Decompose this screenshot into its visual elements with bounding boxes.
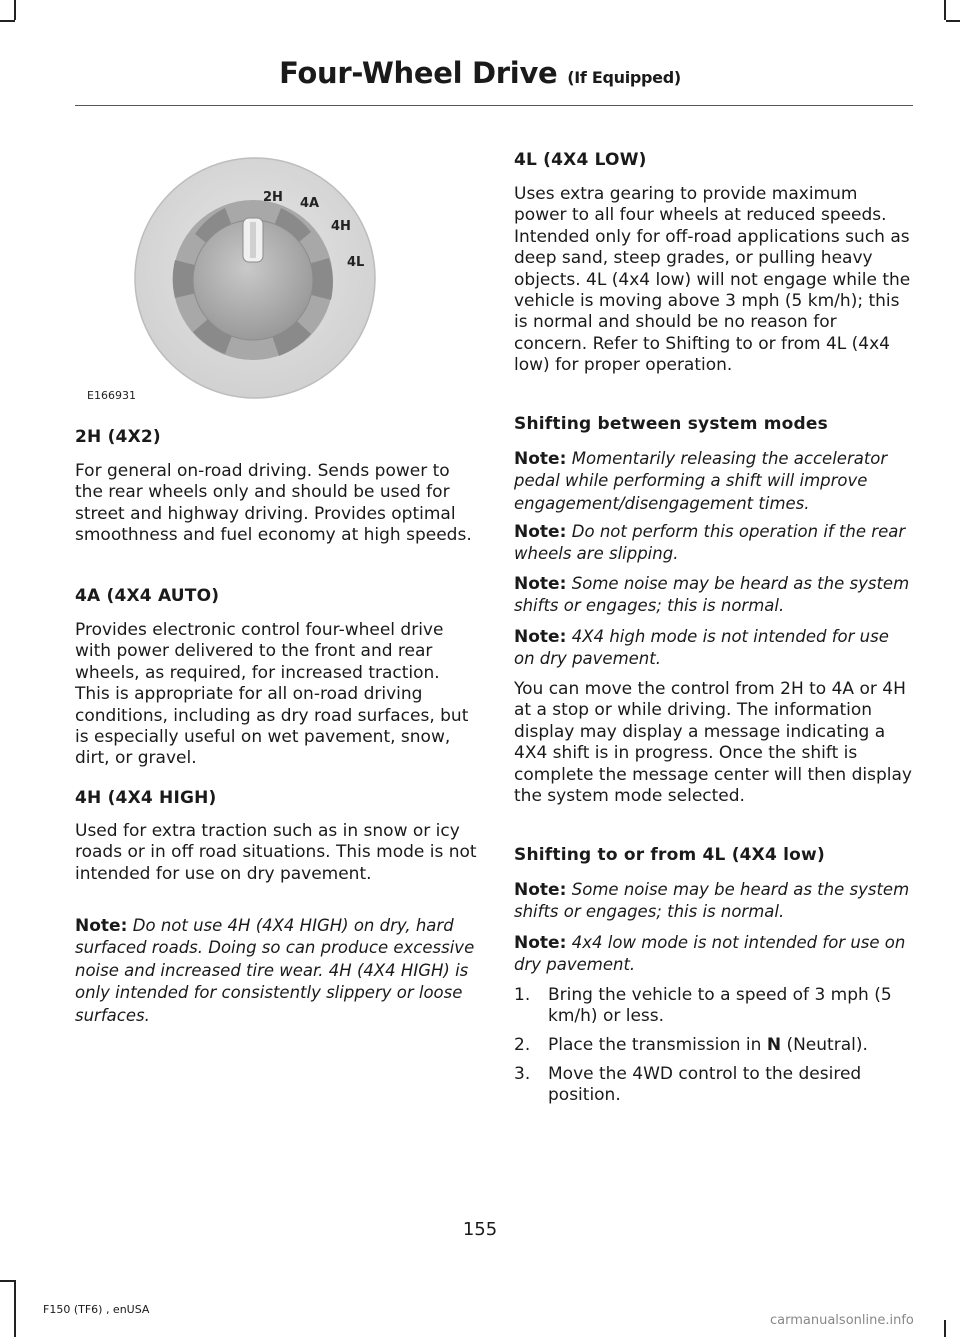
step-text: Move the 4WD control to the desired position. bbox=[548, 1064, 862, 1106]
label-4a: 4A bbox=[300, 196, 320, 211]
crop-mark bbox=[944, 1320, 946, 1337]
step-text: Bring the vehicle to a speed of 3 mph (5 km/h) or less. bbox=[548, 985, 892, 1027]
note-text: Do not perform this operation if the rear wheels are slipping. bbox=[514, 522, 906, 564]
text-2h: For general on-road driving. Sends power to the rear wheels only and should be used for street and highway driving. Provides optimal smoothness and fuel economy at high speeds. bbox=[75, 461, 472, 546]
note-4h bbox=[75, 915, 477, 1027]
note-text: Some noise may be heard as the system shifts or engages; this is normal. bbox=[514, 880, 910, 922]
crop-mark bbox=[944, 0, 946, 20]
heading-2h: 2H (4X2) bbox=[75, 427, 161, 447]
text-move-control: You can move the control from 2H to 4A or 4H at a stop or while driving. The information display may display a message indicating a 4X4 shift is in progress. Once the shift is complete the message center will then display the system mode selected. bbox=[514, 679, 912, 807]
note-label: Note: bbox=[514, 880, 567, 900]
heading-4l: 4L (4X4 LOW) bbox=[514, 150, 647, 170]
step-text-pre: Place the transmission in bbox=[548, 1035, 767, 1055]
crop-mark bbox=[14, 0, 16, 20]
4wd-control-figure bbox=[75, 148, 475, 406]
label-4l: 4L bbox=[347, 255, 365, 270]
note-text: Do not use 4H (4X4 HIGH) on dry, hard surfaced roads. Doing so can produce excessive noise and increased tire wear. 4H (4X4 HIGH) is only intended for consistently slippery or loose surfaces. bbox=[75, 916, 475, 1025]
crop-mark bbox=[946, 20, 960, 22]
text-4a: Provides electronic control four-wheel drive with power delivered to the front and rear wheels, as required, for increased traction. This is appropriate for all on-road driving conditions, including as dry road surfaces, but is especially useful on wet pavement, snow, dirt, or gravel. bbox=[75, 620, 469, 769]
note-label: Note: bbox=[514, 933, 567, 953]
crop-mark bbox=[0, 1280, 15, 1282]
note-text: 4x4 low mode is not intended for use on dry pavement. bbox=[514, 933, 906, 975]
page-number: 155 bbox=[462, 1219, 498, 1240]
step-number: 2. bbox=[514, 1035, 531, 1055]
note-label: Note: bbox=[75, 916, 128, 936]
page-header bbox=[0, 56, 960, 90]
text-4l: Uses extra gearing to provide maximum power to all four wheels at reduced speeds. Intended only for off-road applications such as deep sand, steep grades, or pulling heavy objects. 4L (4x4 low) will not engage while the vehicle is moving above 3 mph (5 km/h); this is normal and should be no reason for concern. Refer to Shifting to or from 4L (4x4 low) for proper operation. bbox=[514, 184, 911, 376]
note-6 bbox=[514, 932, 912, 977]
watermark: carmanualsonline.info bbox=[770, 1313, 914, 1328]
header-subtitle: (If Equipped) bbox=[567, 68, 681, 87]
step-number: 3. bbox=[514, 1064, 531, 1084]
note-label: Note: bbox=[514, 522, 567, 542]
note-3 bbox=[514, 573, 912, 618]
header-divider bbox=[75, 105, 913, 106]
note-1 bbox=[514, 448, 912, 515]
header-title: Four-Wheel Drive bbox=[279, 56, 558, 90]
heading-4h: 4H (4X4 HIGH) bbox=[75, 788, 217, 808]
text-4h: Used for extra traction such as in snow or icy roads or in off road situations. This mode is not intended for use on dry pavement. bbox=[75, 821, 477, 884]
note-4 bbox=[514, 626, 912, 671]
note-2 bbox=[514, 521, 912, 566]
heading-shift-modes: Shifting between system modes bbox=[514, 414, 828, 434]
crop-mark bbox=[0, 20, 15, 22]
figure-id: E166931 bbox=[87, 389, 136, 402]
note-text: 4X4 high mode is not intended for use on dry pavement. bbox=[514, 627, 889, 669]
4wd-knob-illustration bbox=[75, 148, 475, 406]
crop-mark bbox=[14, 1280, 16, 1337]
heading-4a: 4A (4X4 AUTO) bbox=[75, 586, 220, 606]
note-text: Momentarily releasing the accelerator pedal while performing a shift will improve engagement/disengagement times. bbox=[514, 449, 888, 513]
label-2h: 2H bbox=[263, 190, 283, 205]
model-code: F150 (TF6) , enUSA bbox=[43, 1303, 150, 1316]
note-label: Note: bbox=[514, 627, 567, 647]
neutral-gear: N bbox=[766, 1035, 782, 1055]
note-text: Some noise may be heard as the system shifts or engages; this is normal. bbox=[514, 574, 910, 616]
heading-shift-4l: Shifting to or from 4L (4X4 low) bbox=[514, 845, 825, 865]
step-number: 1. bbox=[514, 985, 531, 1005]
step-text bbox=[548, 1035, 910, 1056]
step-text-post: (Neutral). bbox=[781, 1035, 868, 1055]
note-5 bbox=[514, 879, 912, 924]
note-label: Note: bbox=[514, 574, 567, 594]
label-4h: 4H bbox=[331, 219, 351, 234]
note-label: Note: bbox=[514, 449, 567, 469]
